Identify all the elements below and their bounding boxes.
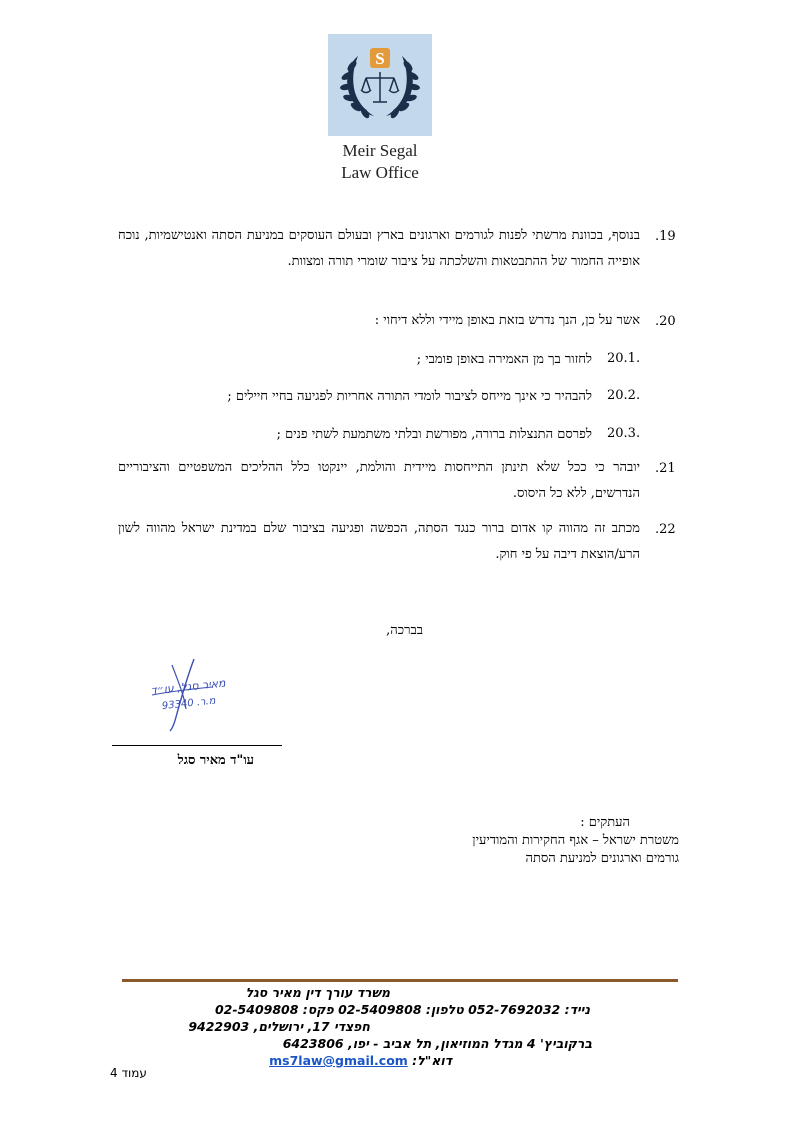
paragraph-text: בנוסף, בכוונת מרשתי לפנות לגורמים וארגונים בארץ ובעולם העוסקים במניעת הסתה ואנטישמיות, נוכח אופייה החמור של ההתבטאות והשלכתה על ציבור שומרי תורה ומצוות.: [118, 228, 640, 269]
signatory-name: עו"ד מאיר סגל: [177, 753, 254, 768]
subitem-number: 20.3.: [607, 426, 641, 441]
handwritten-signature-icon: [122, 655, 242, 735]
svg-text:מאיר סגל, עו״ד: מאיר סגל, עו״ד: [150, 676, 227, 698]
copies-item: משטרת ישראל – אגף החקירות והמודיעין: [472, 833, 679, 848]
svg-text:מ.ר. 93340: מ.ר. 93340: [161, 695, 217, 713]
paragraph-number: .21: [655, 461, 676, 476]
closing-greeting: בברכה,: [386, 623, 423, 638]
footer-address-telaviv: ברקוביץ' 4 מגדל המוזיאון, תל אביב - יפו, 6423806: [282, 1036, 592, 1051]
footer-phones: נייד: 052-7692032 טלפון: 02-5409808 פקס: 02-5409808: [214, 1002, 590, 1017]
signature-stamp: [122, 655, 242, 735]
subitem-text: להבהיר כי אינך מייחס לציבור לומדי התורה אחריות לפגיעה בחיי חיילים ;: [227, 389, 592, 404]
copies-item: גורמים וארגונים למניעת הסתה: [525, 851, 679, 866]
paragraph-text: אשר על כן, הנך נדרש בזאת באופן מיידי וללא דיחוי :: [374, 313, 640, 328]
signature-line: [112, 745, 282, 746]
subitem-number: 20.1.: [607, 351, 641, 366]
paragraph-number: .20: [655, 314, 676, 329]
paragraph-number: .19: [655, 229, 676, 244]
footer-rule: [122, 979, 678, 982]
subitem-number: 20.2.: [607, 388, 641, 403]
firm-name-line1: Meir Segal: [342, 141, 418, 160]
logo-letter: S: [375, 49, 385, 68]
footer-address-jerusalem: חפצדי 17, ירושלים, 9422903: [188, 1019, 370, 1034]
paragraph-text: יובהר כי ככל שלא תינתן התייחסות מיידית והולמת, יינקטו כלל ההליכים המשפטיים והציבוריים הנדרשים, ללא כל היסוס.: [118, 460, 640, 501]
laurel-scales-emblem: [328, 34, 432, 136]
firm-name-line2: Law Office: [341, 163, 419, 182]
subitem-text: לחזור בך מן האמירה באופן פומבי ;: [416, 352, 592, 367]
footer-email-row: [269, 1053, 452, 1068]
footer-email-link[interactable]: ms7law@gmail.com: [269, 1053, 408, 1068]
subitem-text: לפרסם התנצלות ברורה, מפורשת ובלתי משתמעת לשתי פנים ;: [276, 427, 592, 442]
copies-label: העתקים :: [580, 815, 630, 830]
page-number: עמוד 4: [110, 1066, 147, 1080]
footer-email-label: דוא"ל:: [412, 1053, 452, 1068]
paragraph-text: מכתב זה מהווה קו אדום ברור כנגד הסתה, הכפשה ופגיעה בציבור שלם במדינת ישראל מהווה לשון הרע/הוצאת דיבה על פי חוק.: [118, 521, 640, 562]
paragraph-number: .22: [655, 522, 676, 537]
footer-firm-title: משרד עורך דין מאיר סגל: [245, 985, 390, 1000]
law-office-logo: [328, 34, 432, 136]
